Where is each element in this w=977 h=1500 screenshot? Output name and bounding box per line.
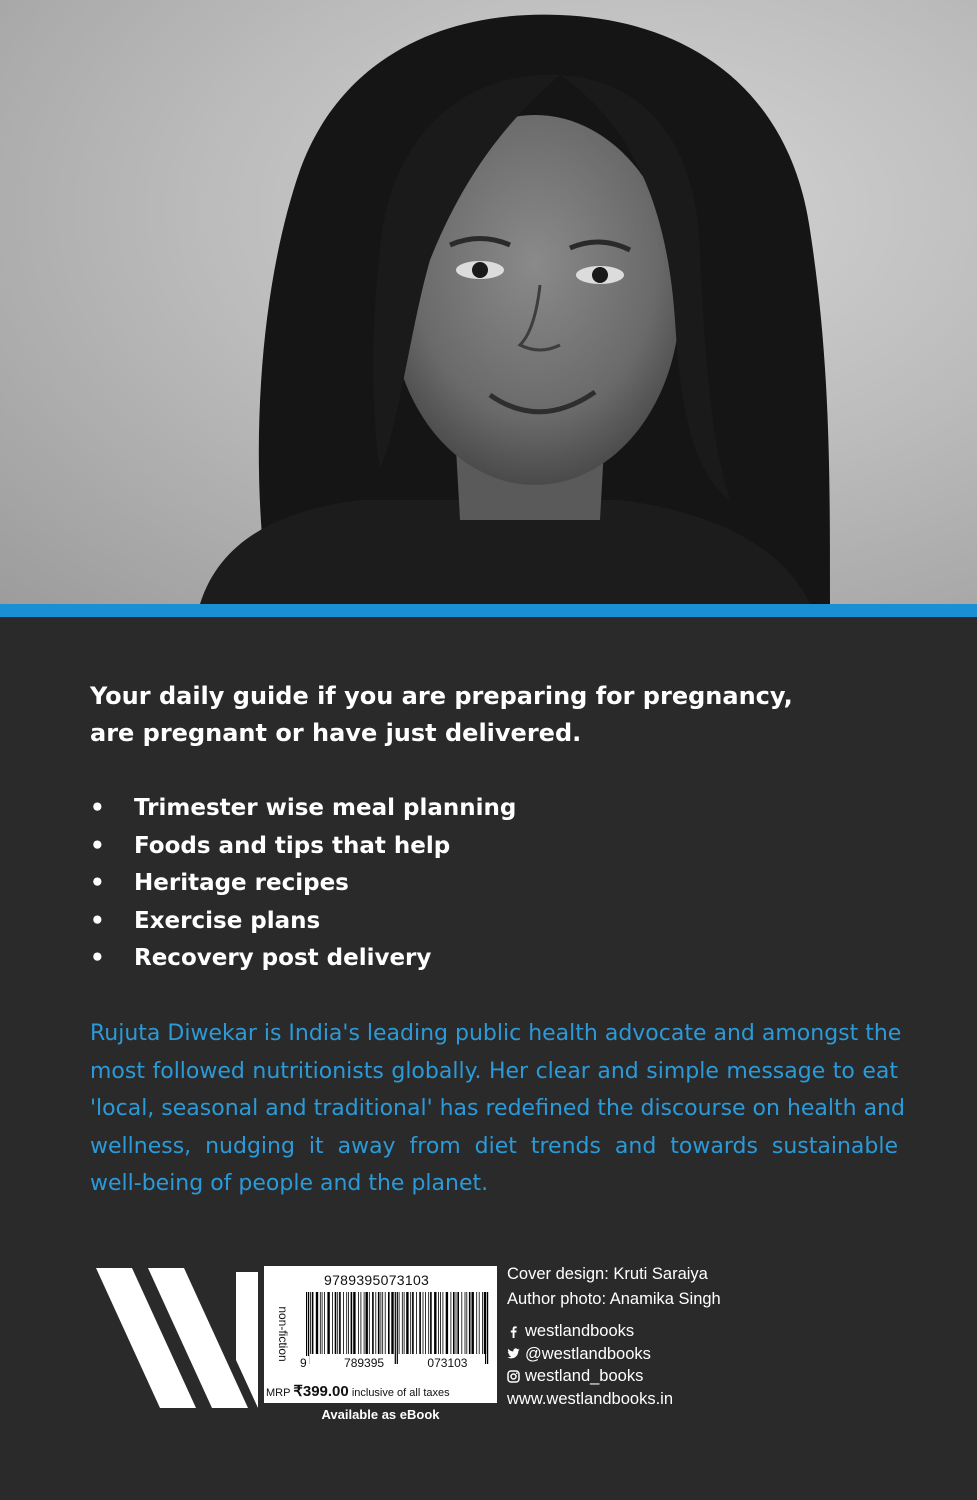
barcode-bar: [440, 1292, 441, 1354]
barcode-bar: [446, 1292, 448, 1354]
barcode-bar: [416, 1292, 417, 1354]
isbn-digits: [298, 1356, 469, 1370]
genre-label: non-fiction: [276, 1306, 290, 1362]
feature-label: Recovery post delivery: [134, 945, 432, 971]
facebook-handle: westlandbooks: [525, 1322, 635, 1340]
barcode-bar: [402, 1292, 403, 1354]
twitter-icon: [507, 1347, 520, 1360]
barcode-bar: [372, 1292, 374, 1354]
barcode-bar: [310, 1292, 311, 1354]
barcode-bars: [304, 1292, 492, 1364]
barcode-bar: [358, 1292, 359, 1354]
intro-line: Your daily guide if you are preparing for pregnancy,: [90, 682, 793, 710]
feature-label: Heritage recipes: [134, 870, 349, 896]
barcode-bar: [343, 1292, 344, 1354]
barcode-bar: [382, 1292, 383, 1354]
bullet: •: [90, 870, 105, 896]
facebook-link[interactable]: [507, 1320, 673, 1343]
author-photo: [0, 0, 977, 604]
barcode-bar: [378, 1292, 380, 1354]
intro-line: are pregnant or have just delivered.: [90, 719, 582, 747]
barcode-guard-bar: [308, 1292, 309, 1364]
tax-note: inclusive of all taxes: [351, 1387, 450, 1399]
accent-stripe: [0, 604, 977, 617]
barcode-bar: [410, 1292, 411, 1354]
barcode-bar: [423, 1292, 424, 1354]
barcode-bar: [453, 1292, 455, 1354]
twitter-link[interactable]: [507, 1343, 673, 1366]
bullet: •: [90, 907, 105, 934]
barcode-bar: [451, 1292, 452, 1354]
bullet: •: [90, 795, 105, 821]
isbn-digit-group: 073103: [427, 1356, 468, 1370]
mrp-label: MRP: [266, 1387, 291, 1399]
barcode-bar: [322, 1292, 323, 1354]
instagram-icon: [507, 1370, 520, 1383]
barcode-bar: [469, 1292, 471, 1354]
barcode-guard-bar: [485, 1292, 486, 1364]
bio-line: most followed nutritionists globally. Her clear and simple message to eat: [90, 1058, 898, 1084]
barcode-bar: [312, 1292, 314, 1354]
instagram-link[interactable]: [507, 1365, 673, 1388]
feature-item: [90, 903, 790, 941]
portrait-illustration: [0, 0, 977, 604]
instagram-handle: westland_books: [525, 1367, 644, 1385]
barcode-bar: [335, 1292, 337, 1354]
barcode-bar: [472, 1292, 474, 1354]
bullet: •: [90, 832, 105, 859]
barcode-guard-bar: [397, 1292, 398, 1364]
barcode-bar: [353, 1292, 355, 1354]
barcode-bar: [466, 1292, 467, 1354]
bullet: •: [90, 945, 105, 971]
barcode-bar: [399, 1292, 400, 1354]
barcode-bar: [479, 1292, 480, 1354]
barcode-bar: [327, 1292, 329, 1354]
barcode-bar: [361, 1292, 362, 1354]
barcode-guard-bar: [306, 1292, 307, 1364]
feature-label: Exercise plans: [134, 907, 321, 934]
author-photo-credit: Author photo: Anamika Singh: [507, 1290, 721, 1308]
barcode-bar: [443, 1292, 444, 1354]
barcode-bar: [434, 1292, 436, 1354]
feature-item: [90, 865, 790, 903]
barcode-bar: [339, 1292, 341, 1354]
barcode-bar: [366, 1292, 368, 1354]
feature-list: [90, 790, 790, 978]
barcode-bar: [465, 1292, 466, 1354]
credits: [507, 1262, 721, 1312]
feature-item: [90, 828, 790, 866]
facebook-icon: [507, 1325, 520, 1338]
author-bio: [90, 1015, 905, 1203]
barcode-bar: [324, 1292, 325, 1354]
barcode-bar: [461, 1292, 462, 1354]
twitter-handle: @westlandbooks: [525, 1344, 651, 1363]
barcode-bar: [369, 1292, 370, 1354]
barcode-bar: [412, 1292, 414, 1354]
barcode-panel: [264, 1266, 497, 1403]
isbn-digit-group: 789395: [344, 1356, 385, 1370]
barcode-guard-bar: [487, 1292, 488, 1364]
barcode-bar: [406, 1292, 408, 1354]
barcode-bar: [457, 1292, 459, 1354]
social-links: [507, 1320, 673, 1410]
feature-item: [90, 940, 790, 978]
bio-line: well-being of people and the planet.: [90, 1171, 489, 1196]
cover-design-credit: Cover design: Kruti Saraiya: [507, 1265, 708, 1283]
barcode-bar: [332, 1292, 333, 1354]
website-url: www.westlandbooks.in: [507, 1389, 673, 1408]
feature-label: Trimester wise meal planning: [134, 795, 517, 821]
barcode-bar: [388, 1292, 390, 1354]
barcode-bar: [456, 1292, 457, 1354]
barcode-bar: [364, 1292, 365, 1354]
barcode-bar: [428, 1292, 429, 1354]
intro-text: [90, 678, 793, 752]
website-link[interactable]: [507, 1388, 673, 1411]
price-line: [266, 1382, 450, 1400]
feature-label: Foods and tips that help: [134, 832, 451, 859]
barcode-bar: [351, 1292, 353, 1354]
price-value: ₹399.00: [293, 1383, 349, 1400]
barcode-bar: [346, 1292, 347, 1354]
isbn-digit-group: 9: [300, 1356, 307, 1370]
barcode-bar: [385, 1292, 386, 1354]
barcode-bar: [348, 1292, 349, 1354]
barcode-bar: [476, 1292, 477, 1354]
feature-item: [90, 790, 790, 828]
barcode-bar: [316, 1292, 318, 1354]
bio-line: Rujuta Diwekar is India's leading public health advocate and amongst the: [90, 1021, 902, 1046]
barcode-bar: [381, 1292, 382, 1354]
ebook-note: Available as eBook: [321, 1407, 440, 1422]
barcode-guard-bar: [395, 1292, 396, 1364]
barcode-bar: [425, 1292, 426, 1354]
westland-logo: [96, 1268, 258, 1408]
barcode-bar: [404, 1292, 405, 1354]
barcode-bar: [419, 1292, 421, 1354]
barcode-bar: [375, 1292, 376, 1354]
barcode-bar: [482, 1292, 483, 1354]
barcode-bar: [391, 1292, 393, 1354]
bio-line: 'local, seasonal and traditional' has redefined the discourse on health and: [90, 1096, 905, 1121]
barcode-bar: [337, 1292, 338, 1354]
isbn-top: 9789395073103: [324, 1272, 430, 1288]
barcode-bar: [430, 1292, 432, 1354]
barcode-bar: [438, 1292, 439, 1354]
barcode-bar: [320, 1292, 321, 1354]
bio-line: wellness, nudging it away from diet trends and towards sustainable: [90, 1133, 898, 1159]
